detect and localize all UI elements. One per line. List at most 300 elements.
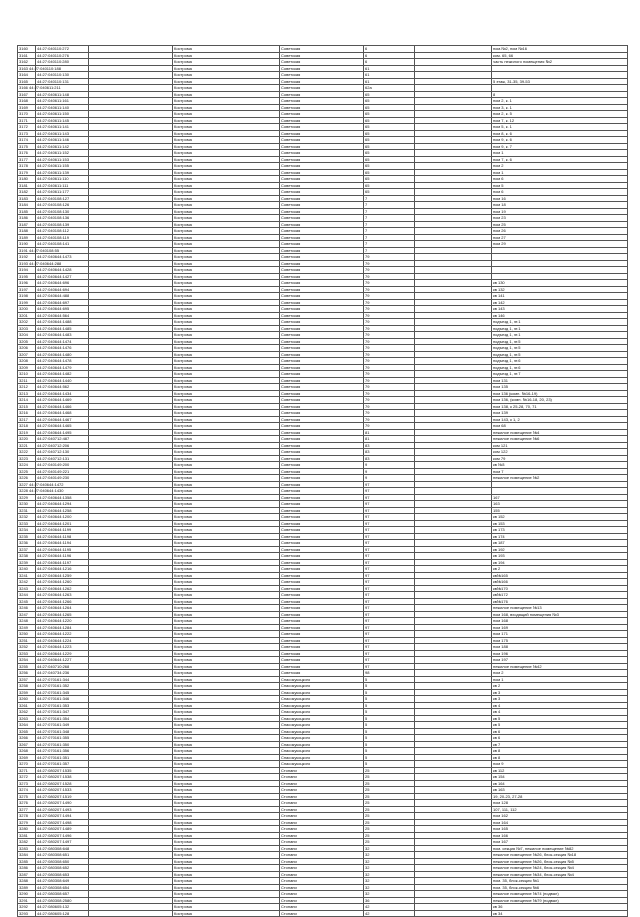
premises-note-cell: пом 7, к. 12: [492, 117, 628, 124]
premises-note-cell: кв 112: [492, 767, 628, 774]
cadastral-number-cell: 44:27:040644:1196: [36, 553, 89, 560]
building-number-cell: 5: [364, 722, 415, 729]
cadastral-number-cell: 44:27:040644:1358: [36, 494, 89, 501]
row-number-cell: 3197: [18, 286, 36, 293]
premises-note-cell: кв 3: [492, 696, 628, 703]
row-number-cell: 3243: [18, 585, 36, 592]
building-number-cell: 97: [364, 507, 415, 514]
street-cell: Советская: [280, 98, 364, 105]
building-number-cell: 25: [364, 832, 415, 839]
city-cell: Кострома: [173, 202, 280, 209]
city-cell: Кострома: [173, 345, 280, 352]
row-number-cell: 3247: [18, 611, 36, 618]
premises-note-cell: кв 34: [492, 910, 628, 917]
building-number-cell: 97: [364, 657, 415, 664]
row-number-cell: 3265: [18, 728, 36, 735]
building-number-cell: 61: [364, 72, 415, 79]
premises-note-cell: подъезд 1, эт.7: [492, 371, 628, 378]
building-number-cell: 79: [364, 423, 415, 430]
premises-note-cell: кв 164: [492, 780, 628, 787]
street-cell: Советская: [280, 202, 364, 209]
cadastral-number-cell: 44:27:040110:130: [36, 72, 89, 79]
row-number-cell: 3185: [18, 208, 36, 215]
premises-note-cell: подъезд 1, эт.1: [492, 332, 628, 339]
premises-note-cell: пом. 35, блок-секция №1: [492, 878, 628, 885]
cadastral-number-cell: 44:27:040644:1227: [36, 657, 89, 664]
premises-note-cell: нежилое помещение №13: [492, 605, 628, 612]
row-number-cell: 3268: [18, 748, 36, 755]
city-cell: Кострома: [173, 910, 280, 917]
premises-note-cell: пом 175: [492, 637, 628, 644]
building-number-cell: 25: [364, 780, 415, 787]
premises-note-cell: пом 16: [492, 195, 628, 202]
building-number-cell: 61: [364, 65, 415, 72]
cadastral-number-cell: 44:27:040644:1265: [36, 611, 89, 618]
city-cell: Кострома: [173, 514, 280, 521]
city-cell: Кострома: [173, 592, 280, 599]
building-number-cell: 25: [364, 813, 415, 820]
row-number-cell: 3195: [18, 273, 36, 280]
property-rows: [18, 46, 628, 917]
street-cell: Стопани: [280, 904, 364, 911]
city-cell: Кострома: [173, 572, 280, 579]
row-number-cell: 3287: [18, 871, 36, 878]
city-cell: Кострома: [173, 65, 280, 72]
row-number-cell: 3277: [18, 806, 36, 813]
premises-note-cell: пом 136, (комн. №16-18, 20, 23): [492, 397, 628, 404]
building-number-cell: 81: [364, 436, 415, 443]
street-cell: Советская: [280, 182, 364, 189]
cadastral-number-cell: 44:27:070161:354: [36, 715, 89, 722]
street-cell: Советская: [280, 520, 364, 527]
row-number-cell: 3190: [18, 241, 36, 248]
cadastral-number-cell: 44:27:040611:142: [36, 143, 89, 150]
row-number-cell: 3275: [18, 793, 36, 800]
premises-note-cell: нежилое помещение №34, блок-секция №4: [492, 871, 628, 878]
city-cell: Кострома: [173, 358, 280, 365]
premises-note-cell: 163: [492, 501, 628, 508]
building-number-cell: 5: [364, 696, 415, 703]
city-cell: Кострома: [173, 221, 280, 228]
building-number-cell: 6: [364, 52, 415, 59]
cadastral-number-cell: 44:27:080207:1493: [36, 806, 89, 813]
cadastral-number-cell: 44:27:040644:1495: [36, 429, 89, 436]
street-cell: Спасокукоцкого: [280, 722, 364, 729]
row-number-cell: 3293: [18, 910, 36, 917]
cadastral-number-cell: 44:27:080308:649: [36, 878, 89, 885]
city-cell: Кострома: [173, 858, 280, 865]
city-cell: Кострома: [173, 78, 280, 85]
building-number-cell: 42: [364, 910, 415, 917]
building-number-cell: 9: [364, 468, 415, 475]
premises-note-cell: пом 1: [492, 150, 628, 157]
city-cell: Кострома: [173, 429, 280, 436]
cadastral-number-cell: 44:27:070161:351: [36, 754, 89, 761]
building-number-cell: 32: [364, 871, 415, 878]
city-cell: Кострома: [173, 215, 280, 222]
premises-note-cell: пом 169: [492, 624, 628, 631]
building-number-cell: 25: [364, 806, 415, 813]
building-number-cell: 79: [364, 306, 415, 313]
building-number-cell: 25: [364, 819, 415, 826]
premises-note-cell: пом 135: [492, 384, 628, 391]
building-number-cell: 97: [364, 488, 415, 495]
street-cell: Советская: [280, 176, 364, 183]
cadastral-number-cell: 44:27:080207:1533: [36, 787, 89, 794]
city-cell: Кострома: [173, 299, 280, 306]
cadastral-number-cell: 44:27:040644:1260: [36, 579, 89, 586]
cadastral-number-cell: 44:27:080207:1519: [36, 793, 89, 800]
cadastral-number-cell: 44:27:040712:131: [36, 455, 89, 462]
city-cell: Кострома: [173, 312, 280, 319]
city-cell: Кострома: [173, 455, 280, 462]
street-cell: Советская: [280, 618, 364, 625]
street-cell: Спасокукоцкого: [280, 715, 364, 722]
cadastral-number-cell: 44:27:080207:1497: [36, 839, 89, 846]
cadastral-number-cell: 44:27:080308:653: [36, 871, 89, 878]
city-cell: Кострома: [173, 852, 280, 859]
city-cell: Кострома: [173, 819, 280, 826]
city-cell: Кострома: [173, 579, 280, 586]
row-number-cell: 3225: [18, 468, 36, 475]
building-number-cell: 5: [364, 735, 415, 742]
street-cell: Советская: [280, 605, 364, 612]
building-number-cell: 25: [364, 839, 415, 846]
cadastral-number-cell: 44:27:040644:1465: [36, 423, 89, 430]
city-cell: Кострома: [173, 384, 280, 391]
city-cell: Кострома: [173, 475, 280, 482]
premises-note-cell: пом. 35, блок-секция №6: [492, 884, 628, 891]
building-number-cell: 97: [364, 644, 415, 651]
city-cell: Кострома: [173, 774, 280, 781]
building-number-cell: 65: [364, 130, 415, 137]
premises-note-cell: пом 5, к. 1: [492, 124, 628, 131]
building-number-cell: 6: [364, 46, 415, 53]
cadastral-number-cell: 44:27:040611:139: [36, 169, 89, 176]
city-cell: Кострома: [173, 540, 280, 547]
premises-note-cell: пом 5: [492, 182, 628, 189]
street-cell: Советская: [280, 364, 364, 371]
row-number-cell: 3179: [18, 169, 36, 176]
street-cell: Советская: [280, 254, 364, 261]
street-cell: Спасокукоцкого: [280, 709, 364, 716]
row-number-cell: 3216: [18, 410, 36, 417]
row-number-cell: 3269: [18, 754, 36, 761]
row-number-cell: 3178: [18, 163, 36, 170]
city-cell: Кострома: [173, 787, 280, 794]
cadastral-number-cell: 44:27:040644:1222: [36, 631, 89, 638]
premises-note-cell: пом 9, к. 7: [492, 143, 628, 150]
city-cell: Кострома: [173, 351, 280, 358]
city-cell: Кострома: [173, 462, 280, 469]
premises-note-cell: пом 138, к 25-28, 70, 71: [492, 403, 628, 410]
premises-note-cell: кв 4: [492, 709, 628, 716]
cadastral-number-cell: 44:27:070161:353: [36, 702, 89, 709]
building-number-cell: 32: [364, 845, 415, 852]
premises-note-cell: кв 6: [492, 728, 628, 735]
street-cell: Советская: [280, 650, 364, 657]
building-number-cell: 97: [364, 605, 415, 612]
row-number-cell: 3253: [18, 650, 36, 657]
cadastral-number-cell: 44:27:070161:347: [36, 709, 89, 716]
city-cell: Кострома: [173, 891, 280, 898]
cadastral-number-cell: 44:27:040611:110: [36, 176, 89, 183]
property-table: [17, 45, 628, 917]
city-cell: Кострома: [173, 865, 280, 872]
row-number-cell: 3174: [18, 137, 36, 144]
empty-cell: [415, 910, 492, 917]
building-number-cell: 97: [364, 566, 415, 573]
building-number-cell: 79: [364, 293, 415, 300]
row-number-cell: 3221: [18, 442, 36, 449]
cadastral-number-cell: 44:27:040149:221: [36, 468, 89, 475]
street-cell: Советская: [280, 598, 364, 605]
cadastral-number-cell: 44:27:040644:1427: [36, 273, 89, 280]
row-number-cell: 3261: [18, 702, 36, 709]
street-cell: Советская: [280, 130, 364, 137]
cadastral-number-cell: 44:27:040644:1428: [36, 267, 89, 274]
row-number-cell: 3181: [18, 182, 36, 189]
city-cell: Кострома: [173, 247, 280, 254]
city-cell: Кострома: [173, 676, 280, 683]
row-number-cell: 3245: [18, 598, 36, 605]
premises-note-cell: 19, 20-23, 27-28: [492, 793, 628, 800]
building-number-cell: 32: [364, 865, 415, 872]
premises-note-cell: пом 9, к. 6: [492, 137, 628, 144]
row-number-cell: 3229: [18, 494, 36, 501]
row-number-cell: 3285: [18, 858, 36, 865]
building-number-cell: 65: [364, 111, 415, 118]
premises-note-cell: пом 165: [492, 826, 628, 833]
row-number-cell: 3267: [18, 741, 36, 748]
cadastral-number-cell: 44:27:070161:356: [36, 748, 89, 755]
street-cell: Советская: [280, 624, 364, 631]
cadastral-number-cell: 44:27:040644:1200: [36, 514, 89, 521]
street-cell: Советская: [280, 338, 364, 345]
building-number-cell: 5: [364, 728, 415, 735]
city-cell: Кострома: [173, 683, 280, 690]
street-cell: Советская: [280, 572, 364, 579]
building-number-cell: 5: [364, 709, 415, 716]
cadastral-number-cell: 44:27:080308:652: [36, 865, 89, 872]
building-number-cell: 79: [364, 371, 415, 378]
cadastral-number-cell: 44:27:080308:654: [36, 884, 89, 891]
building-number-cell: 83: [364, 449, 415, 456]
city-cell: Кострома: [173, 670, 280, 677]
building-number-cell: 65: [364, 98, 415, 105]
street-cell: Советская: [280, 631, 364, 638]
cadastral-number-cell: 44:27:040644:564: [36, 312, 89, 319]
city-cell: Кострома: [173, 566, 280, 573]
street-cell: Советская: [280, 481, 364, 488]
premises-note-cell: подъезд 1, эт.1: [492, 325, 628, 332]
premises-note-cell: 5 этаж, 31-35, 39-53: [492, 78, 628, 85]
cadastral-number-cell: 44:27:040149:200: [36, 462, 89, 469]
city-cell: Кострома: [173, 735, 280, 742]
building-number-cell: 79: [364, 273, 415, 280]
building-number-cell: 7: [364, 234, 415, 241]
cadastral-number-cell: 44:27:080207:1498: [36, 819, 89, 826]
row-number-cell: 3280: [18, 826, 36, 833]
cadastral-number-cell: 44:27:040644:1223: [36, 644, 89, 651]
building-number-cell: 79: [364, 403, 415, 410]
cadastral-number-cell: 44:27:040644:488: [36, 293, 89, 300]
street-cell: Советская: [280, 488, 364, 495]
premises-note-cell: кв 141: [492, 293, 628, 300]
row-number-cell: 3256: [18, 670, 36, 677]
cadastral-number-cell: 44:27:040644:562: [36, 384, 89, 391]
city-cell: Кострома: [173, 228, 280, 235]
cadastral-number-cell: 44:27:040644:1194: [36, 540, 89, 547]
building-number-cell: 25: [364, 793, 415, 800]
building-number-cell: 65: [364, 117, 415, 124]
row-number-cell: 3264: [18, 722, 36, 729]
building-number-cell: 97: [364, 598, 415, 605]
building-number-cell: 79: [364, 267, 415, 274]
cadastral-number-cell: 44:27:040644:1488: [36, 319, 89, 326]
row-number-cell: 3239: [18, 559, 36, 566]
row-number-cell: 3230: [18, 501, 36, 508]
building-number-cell: 97: [364, 631, 415, 638]
row-number-cell: 3252: [18, 644, 36, 651]
premises-note-cell: пом 27: [492, 234, 628, 241]
street-cell: Советская: [280, 429, 364, 436]
premises-note-cell: пом. секция №7, нежилое помещение №82: [492, 845, 628, 852]
premises-note-cell: пом 18: [492, 202, 628, 209]
city-cell: Кострома: [173, 813, 280, 820]
cadastral-number-cell: 44:27:040644:1262: [36, 585, 89, 592]
street-cell: Советская: [280, 52, 364, 59]
building-number-cell: 5: [364, 689, 415, 696]
building-number-cell: 79: [364, 286, 415, 293]
street-cell: Стопани: [280, 787, 364, 794]
street-cell: Советская: [280, 579, 364, 586]
row-number-cell: 3254: [18, 657, 36, 664]
premises-note-cell: пом 25: [492, 221, 628, 228]
row-number-cell: 3234: [18, 527, 36, 534]
row-number-cell: 3161: [18, 52, 36, 59]
building-number-cell: 7: [364, 208, 415, 215]
row-number-cell: 3168: [18, 98, 36, 105]
premises-note-cell: кв 2: [492, 683, 628, 690]
building-number-cell: 65: [364, 91, 415, 98]
row-number-cell: 3204: [18, 332, 36, 339]
street-cell: Советская: [280, 559, 364, 566]
premises-note-cell: пом 19: [492, 208, 628, 215]
row-number-cell: 3214: [18, 397, 36, 404]
building-number-cell: 97: [364, 618, 415, 625]
city-cell: Кострома: [173, 546, 280, 553]
cadastral-number-cell: 44:27:040644:1220: [36, 618, 89, 625]
city-cell: Кострома: [173, 410, 280, 417]
premises-note-cell: пом 128: [492, 800, 628, 807]
row-number-cell: 3235: [18, 533, 36, 540]
city-cell: Кострома: [173, 176, 280, 183]
row-number-cell: 3171: [18, 117, 36, 124]
street-cell: Стопани: [280, 852, 364, 859]
building-number-cell: 97: [364, 546, 415, 553]
street-cell: Стопани: [280, 839, 364, 846]
street-cell: Советская: [280, 208, 364, 215]
cadastral-number-cell: 44:27:040611:155: [36, 163, 89, 170]
street-cell: Советская: [280, 390, 364, 397]
row-number-cell: 3162: [18, 59, 36, 66]
building-number-cell: 97: [364, 553, 415, 560]
city-cell: Кострома: [173, 585, 280, 592]
row-number-cell: 3206: [18, 345, 36, 352]
cadastral-number-cell: 44:27:070161:349: [36, 722, 89, 729]
street-cell: Стопани: [280, 780, 364, 787]
premises-note-cell: пом 3, к. 1: [492, 104, 628, 111]
building-number-cell: 97: [364, 585, 415, 592]
cadastral-number-cell: 44:27:040110:280: [36, 59, 89, 66]
city-cell: Кострома: [173, 332, 280, 339]
premises-note-cell: кв№176: [492, 598, 628, 605]
cadastral-number-cell: 44:27:040644:1264: [36, 605, 89, 612]
street-cell: Советская: [280, 312, 364, 319]
row-number-cell: 3271: [18, 767, 36, 774]
city-cell: Кострома: [173, 637, 280, 644]
premises-note-cell: пом 136 (комн. №16-19): [492, 390, 628, 397]
premises-note-cell: кв№165: [492, 572, 628, 579]
city-cell: Кострома: [173, 416, 280, 423]
city-cell: Кострома: [173, 52, 280, 59]
row-number-cell: 3276: [18, 800, 36, 807]
city-cell: Кострома: [173, 449, 280, 456]
building-number-cell: 5: [364, 754, 415, 761]
city-cell: Кострома: [173, 117, 280, 124]
city-cell: Кострома: [173, 644, 280, 651]
building-number-cell: 25: [364, 800, 415, 807]
street-cell: Спасокукоцкого: [280, 676, 364, 683]
row-number-cell: 3220: [18, 436, 36, 443]
city-cell: Кострома: [173, 657, 280, 664]
building-number-cell: 5: [364, 748, 415, 755]
city-cell: Кострома: [173, 826, 280, 833]
cadastral-number-cell: 44:27:040644:1284: [36, 624, 89, 631]
building-number-cell: 97: [364, 611, 415, 618]
row-number-cell: 3165: [18, 78, 36, 85]
city-cell: Кострома: [173, 741, 280, 748]
premises-note-cell: ком. 65, 66: [492, 52, 628, 59]
row-number-cell: 3237: [18, 546, 36, 553]
row-number-cell: 3260: [18, 696, 36, 703]
city-cell: Кострома: [173, 871, 280, 878]
city-cell: Кострома: [173, 403, 280, 410]
street-cell: Советская: [280, 46, 364, 53]
street-cell: Советская: [280, 462, 364, 469]
building-number-cell: 83: [364, 455, 415, 462]
city-cell: Кострома: [173, 319, 280, 326]
row-number-cell: 3274: [18, 787, 36, 794]
building-number-cell: 79: [364, 410, 415, 417]
building-number-cell: 32: [364, 884, 415, 891]
premises-note-cell: пом 7, к. 6: [492, 156, 628, 163]
building-number-cell: 81: [364, 429, 415, 436]
row-number-cell: 3167: [18, 91, 36, 98]
city-cell: Кострома: [173, 325, 280, 332]
cadastral-number-cell: 44:27:040712:487: [36, 436, 89, 443]
street-cell: Советская: [280, 436, 364, 443]
cadastral-number-cell: 44:27:040644:1229: [36, 650, 89, 657]
row-number-cell: 3224: [18, 462, 36, 469]
premises-note-cell: ком 121: [492, 442, 628, 449]
row-number-cell: 3226: [18, 475, 36, 482]
street-cell: Советская: [280, 117, 364, 124]
row-number-cell: 3188: [18, 228, 36, 235]
row-number-cell: 3169: [18, 104, 36, 111]
street-cell: Спасокукоцкого: [280, 748, 364, 755]
